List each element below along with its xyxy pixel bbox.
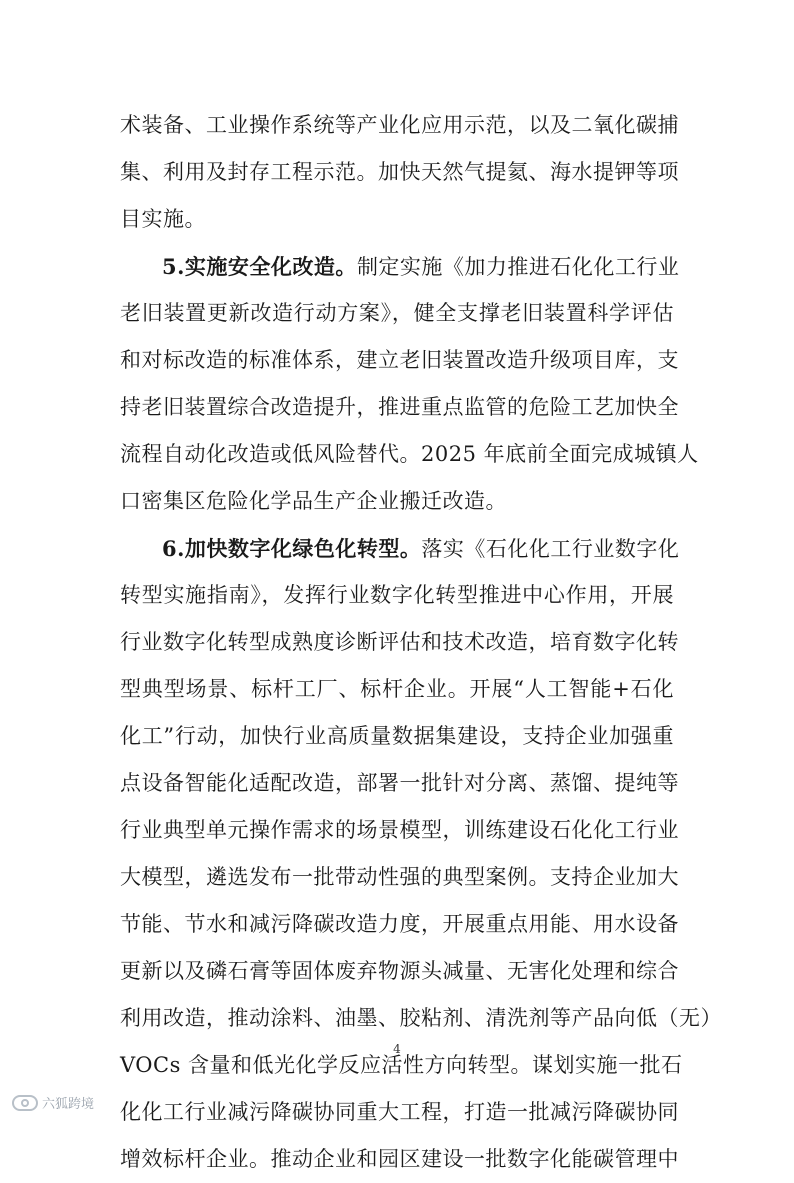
section-6-heading: 6.加快数字化绿色化转型。 (162, 536, 422, 561)
text-line: 点设备智能化适配改造，部署一批针对分离、蒸馏、提纯等 (120, 771, 679, 795)
text-line: 行业数字化转型成熟度诊断评估和技术改造，培育数字化转 (120, 630, 679, 654)
section-5-heading: 5.实施安全化改造。 (162, 254, 357, 279)
section-6-first-line (120, 525, 680, 572)
text-line: 增效标杆企业。推动企业和园区建设一批数字化能碳管理中 (120, 1147, 679, 1171)
section-5-first-line (120, 243, 680, 290)
section-5-first-line-text: 制定实施《加力推进石化化工行业 (356, 255, 680, 279)
section-6-first-line-text: 落实《石化化工行业数字化 (421, 537, 680, 561)
text-line: 化工”行动，加快行业高质量数据集建设，支持企业加强重 (120, 724, 674, 748)
text-line: 流程自动化改造或低风险替代。2025 年底前全面完成城镇人 (120, 442, 699, 466)
text-line: 术装备、工业操作系统等产业化应用示范，以及二氧化碳捕 (120, 113, 679, 137)
text-line: 利用改造，推动涂料、油墨、胶粘剂、清洗剂等产品向低（无） (120, 1006, 722, 1030)
text-line: 大模型，遴选发布一批带动性强的典型案例。支持企业加大 (120, 865, 679, 889)
text-line: 行业典型单元操作需求的场景模型，训练建设石化化工行业 (120, 818, 679, 842)
text-line: 节能、节水和减污降碳改造力度，开展重点用能、用水设备 (120, 912, 679, 936)
text-line: 目实施。 (120, 207, 206, 231)
text-line: 口密集区危险化学品生产企业搬迁改造。 (120, 489, 507, 513)
text-line: 集、利用及封存工程示范。加快天然气提氦、海水提钾等项 (120, 160, 679, 184)
text-line: 更新以及磷石膏等固体废弃物源头减量、无害化处理和综合 (120, 959, 679, 983)
watermark (12, 1093, 94, 1112)
text-line: VOCs 含量和低光化学反应活性方向转型。谋划实施一批石 (120, 1053, 683, 1077)
document-body (120, 102, 722, 1183)
text-line: 老旧装置更新改造行动方案》，健全支撑老旧装置科学评估 (120, 301, 674, 325)
watermark-logo-icon (12, 1095, 38, 1111)
text-line: 化化工行业减污降碳协同重大工程，打造一批减污降碳协同 (120, 1100, 679, 1124)
text-line: 和对标改造的标准体系，建立老旧装置改造升级项目库，支 (120, 348, 679, 372)
page-number: 4 (393, 1042, 401, 1056)
text-line: 型典型场景、标杆工厂、标杆企业。开展“人工智能+石化 (120, 677, 674, 701)
watermark-text: 六狐跨境 (42, 1097, 95, 1112)
text-line: 持老旧装置综合改造提升，推进重点监管的危险工艺加快全 (120, 395, 679, 419)
text-line: 转型实施指南》，发挥行业数字化转型推进中心作用，开展 (120, 583, 674, 607)
